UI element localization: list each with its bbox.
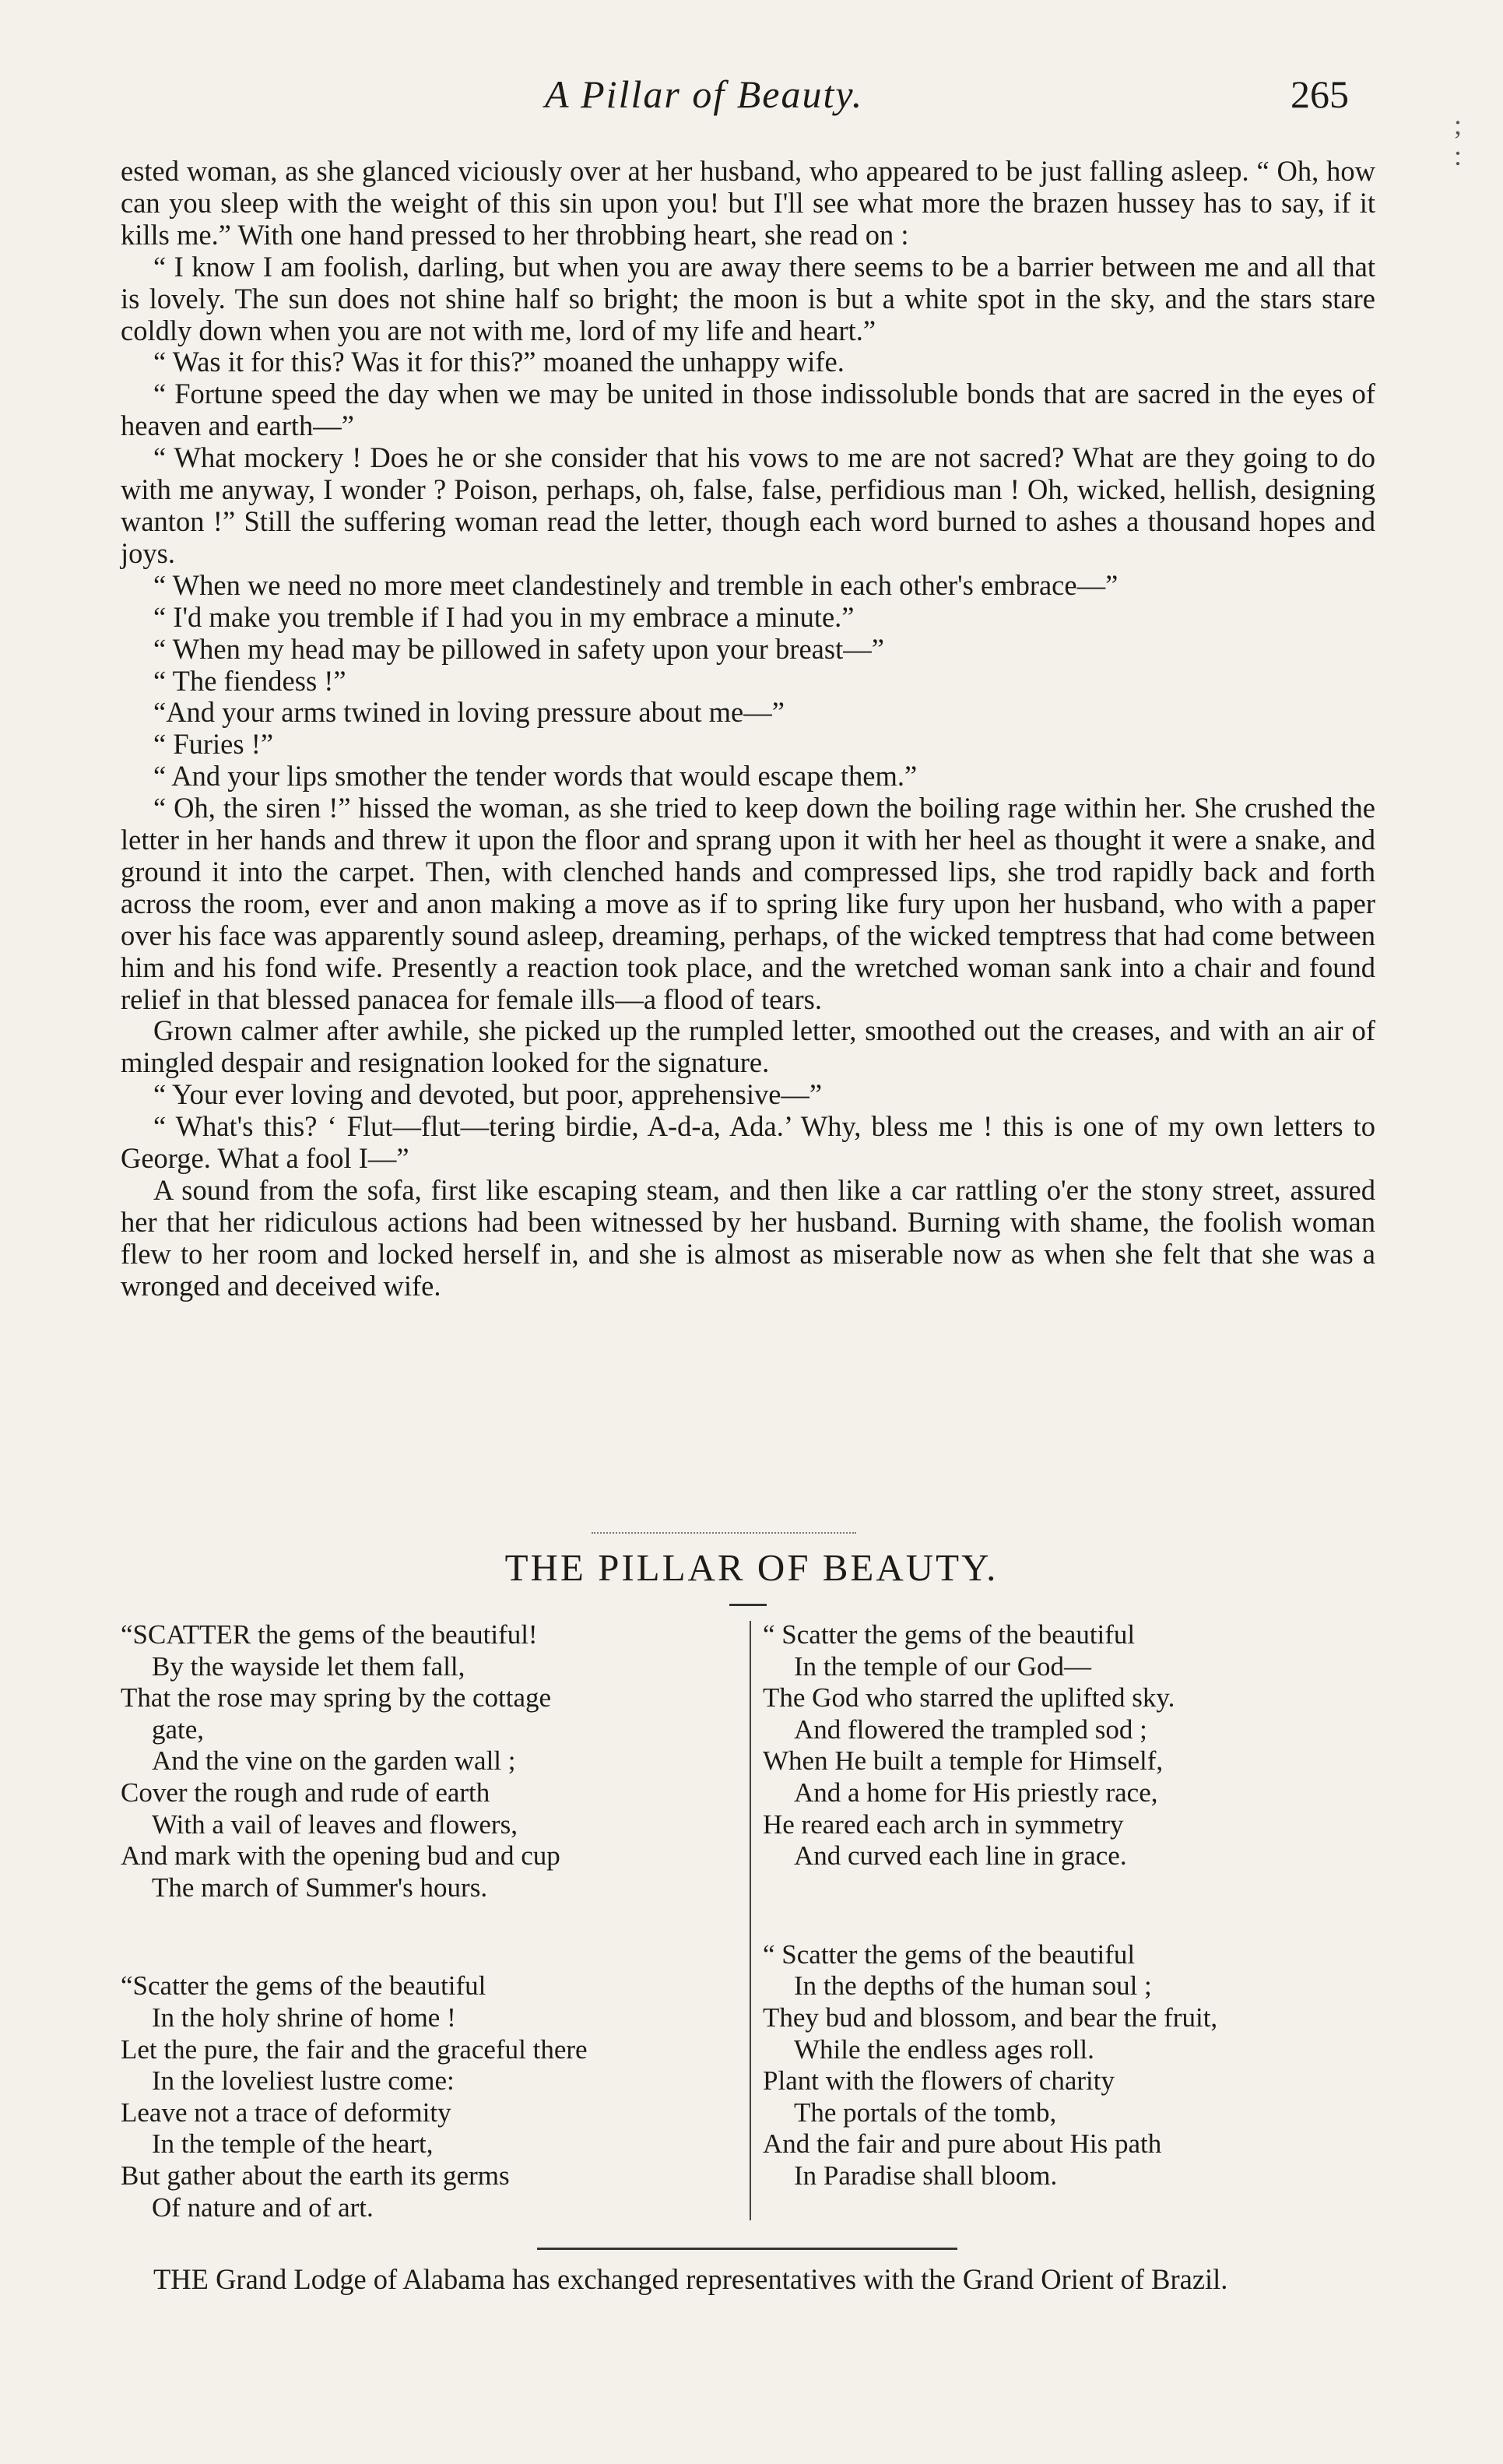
- poem-line: Let the pure, the fair and the graceful there: [121, 2033, 588, 2065]
- section-divider: [592, 1532, 856, 1534]
- poem-line: Plant with the flowers of charity: [763, 2065, 1115, 2097]
- article-paragraph: Grown calmer after awhile, she picked up the rumpled letter, smoothed out the creases, and with an air of mingled despair and resignation looked for the signature.: [121, 1014, 1375, 1079]
- article-paragraph: “ When we need no more meet clandestinely and tremble in each other's embrace—”: [153, 568, 1118, 601]
- margin-marks: ; :: [1454, 109, 1463, 171]
- article-paragraph: “ When my head may be pillowed in safety upon your breast—”: [153, 632, 884, 665]
- poem-line: “Scatter the gems of the beautiful: [121, 1970, 486, 2002]
- poem-line: Of nature and of art.: [152, 2192, 374, 2223]
- poem-stanza: [121, 1619, 736, 1903]
- article-paragraph: A sound from the sofa, first like escaping steam, and then like a car rattling o'er the stony street, assured her that her ridiculous actions had been witnessed by her husband. Burning with shame, the foolish woman flew to her room and locked herself in, and she is almost as miserable now as when she felt that she was a wronged and deceived wife.: [121, 1174, 1375, 1302]
- title-rule: [729, 1604, 767, 1606]
- article-body: [121, 156, 1375, 1302]
- article-paragraph: “ Was it for this? Was it for this?” moaned the unhappy wife.: [153, 346, 845, 378]
- article-paragraph: “And your arms twined in loving pressure about me—”: [153, 696, 785, 729]
- article-paragraph: “ The fiendess !”: [153, 664, 346, 697]
- poem-line: The portals of the tomb,: [794, 2097, 1057, 2128]
- poem-line: Leave not a trace of deformity: [121, 2097, 451, 2128]
- footnote-lead: THE: [153, 2263, 209, 2295]
- column-divider: [750, 1621, 751, 2220]
- poem-line: And mark with the opening bud and cup: [121, 1840, 560, 1872]
- poem-line: The march of Summer's hours.: [152, 1872, 488, 1903]
- page-number: 265: [1291, 72, 1349, 116]
- poem-stanza: [763, 1619, 1378, 1872]
- poem-line: In Paradise shall bloom.: [794, 2160, 1058, 2191]
- article-paragraph: “ Fortune speed the day when we may be united in those indissoluble bonds that are sacred in the eyes of heaven and earth—”: [121, 378, 1375, 442]
- poem-line: “ Scatter the gems of the beautiful: [763, 1619, 1136, 1650]
- poem-line: In the holy shrine of home !: [152, 2002, 456, 2033]
- poem-line: When He built a temple for Himself,: [763, 1745, 1164, 1777]
- running-head: [0, 72, 1503, 134]
- poem-left-column: [121, 1619, 736, 2290]
- article-paragraph: “ Furies !”: [153, 728, 274, 761]
- footnote-text: Grand Lodge of Alabama has exchanged representatives with the Grand Orient of Brazil.: [208, 2263, 1228, 2295]
- poem-line: In the temple of the heart,: [152, 2128, 434, 2160]
- poem-stanza: [763, 1939, 1378, 2192]
- article-paragraph: “ And your lips smother the tender words that would escape them.”: [153, 760, 918, 793]
- poem-line: “ Scatter the gems of the beautiful: [763, 1939, 1136, 1970]
- poem-right-column: [763, 1619, 1378, 2259]
- poem-line: That the rose may spring by the cottage: [121, 1682, 552, 1714]
- poem-line: And a home for His priestly race,: [794, 1777, 1158, 1808]
- footnote-paragraph: [121, 2264, 1375, 2296]
- article-paragraph: ested woman, as she glanced viciously over at her husband, who appeared to be just falling asleep. “ Oh, how can you sleep with the weight of this sin upon you! but I'll see what more the brazen hussey has to say, if it kills me.” With one hand pressed to her throbbing heart, she read on :: [121, 155, 1375, 251]
- footnote: [121, 2264, 1375, 2296]
- poem-line: By the wayside let them fall,: [152, 1650, 465, 1682]
- poem-stanza: [121, 1970, 736, 2223]
- poem-line: And curved each line in grace.: [794, 1840, 1127, 1872]
- article-paragraph: “ What's this? ‘ Flut—flut—tering birdie, A-d-a, Ada.’ Why, bless me ! this is one of my own letters to George. What a fool I—”: [121, 1110, 1375, 1175]
- running-title: A Pillar of Beauty.: [545, 72, 864, 116]
- poem-line: And the fair and pure about His path: [763, 2128, 1162, 2160]
- poem-line: In the depths of the human soul ;: [794, 1970, 1152, 2002]
- article-paragraph: “ I know I am foolish, darling, but when you are away there seems to be a barrier between me and all that is lovely. The sun does not shine half so bright; the moon is but a white spot in the sky, and the stars stare coldly down when you are not with me, lord of my life and heart.”: [121, 250, 1375, 346]
- footnote-rule: [537, 2248, 957, 2250]
- poem-line: “SCATTER the gems of the beautiful!: [121, 1619, 538, 1650]
- poem-line: Cover the rough and rude of earth: [121, 1777, 490, 1808]
- poem-line: With a vail of leaves and flowers,: [152, 1808, 518, 1840]
- poem-line: And the vine on the garden wall ;: [152, 1745, 516, 1777]
- article-paragraph: “ What mockery ! Does he or she consider that his vows to me are not sacred? What are they going to do with me anyway, I wonder ? Poison, perhaps, oh, false, false, perfidious man ! Oh, wicked, hellish, designing wanton !” Still the suffering woman read the letter, though each word burned to ashes a thousand hopes and joys.: [121, 441, 1375, 569]
- poem-line: In the temple of our God—: [794, 1650, 1091, 1682]
- poem-line: The God who starred the uplifted sky.: [763, 1682, 1175, 1714]
- poem-line: gate,: [152, 1714, 205, 1745]
- poem-line: But gather about the earth its germs: [121, 2160, 510, 2191]
- article-paragraph: “ I'd make you tremble if I had you in my embrace a minute.”: [153, 600, 855, 633]
- poem-line: And flowered the trampled sod ;: [794, 1714, 1147, 1745]
- article-paragraph: “ Your ever loving and devoted, but poor, apprehensive—”: [153, 1078, 823, 1111]
- poem-line: In the loveliest lustre come:: [152, 2065, 455, 2097]
- poem-title: THE PILLAR OF BEAUTY.: [504, 1546, 999, 1589]
- poem-line: While the endless ages roll.: [794, 2033, 1094, 2065]
- article-paragraph: “ Oh, the siren !” hissed the woman, as she tried to keep down the boiling rage within her. She crushed the letter in her hands and threw it upon the floor and sprang upon it with her heel as thought it were a snake, and ground it into the carpet. Then, with clenched hands and compressed lips, she trod rapidly back and forth across the room, ever and anon making a move as if to spring like fury upon her husband, who with a paper over his face was apparently sound asleep, dreaming, perhaps, of the wicked temptress that had come between him and his fond wife. Presently a reaction took place, and the wretched woman sank into a chair and found relief in that blessed panacea for female ills—a flood of tears.: [121, 792, 1375, 1015]
- poem-line: He reared each arch in symmetry: [763, 1808, 1124, 1840]
- poem-line: They bud and blossom, and bear the fruit,: [763, 2002, 1218, 2033]
